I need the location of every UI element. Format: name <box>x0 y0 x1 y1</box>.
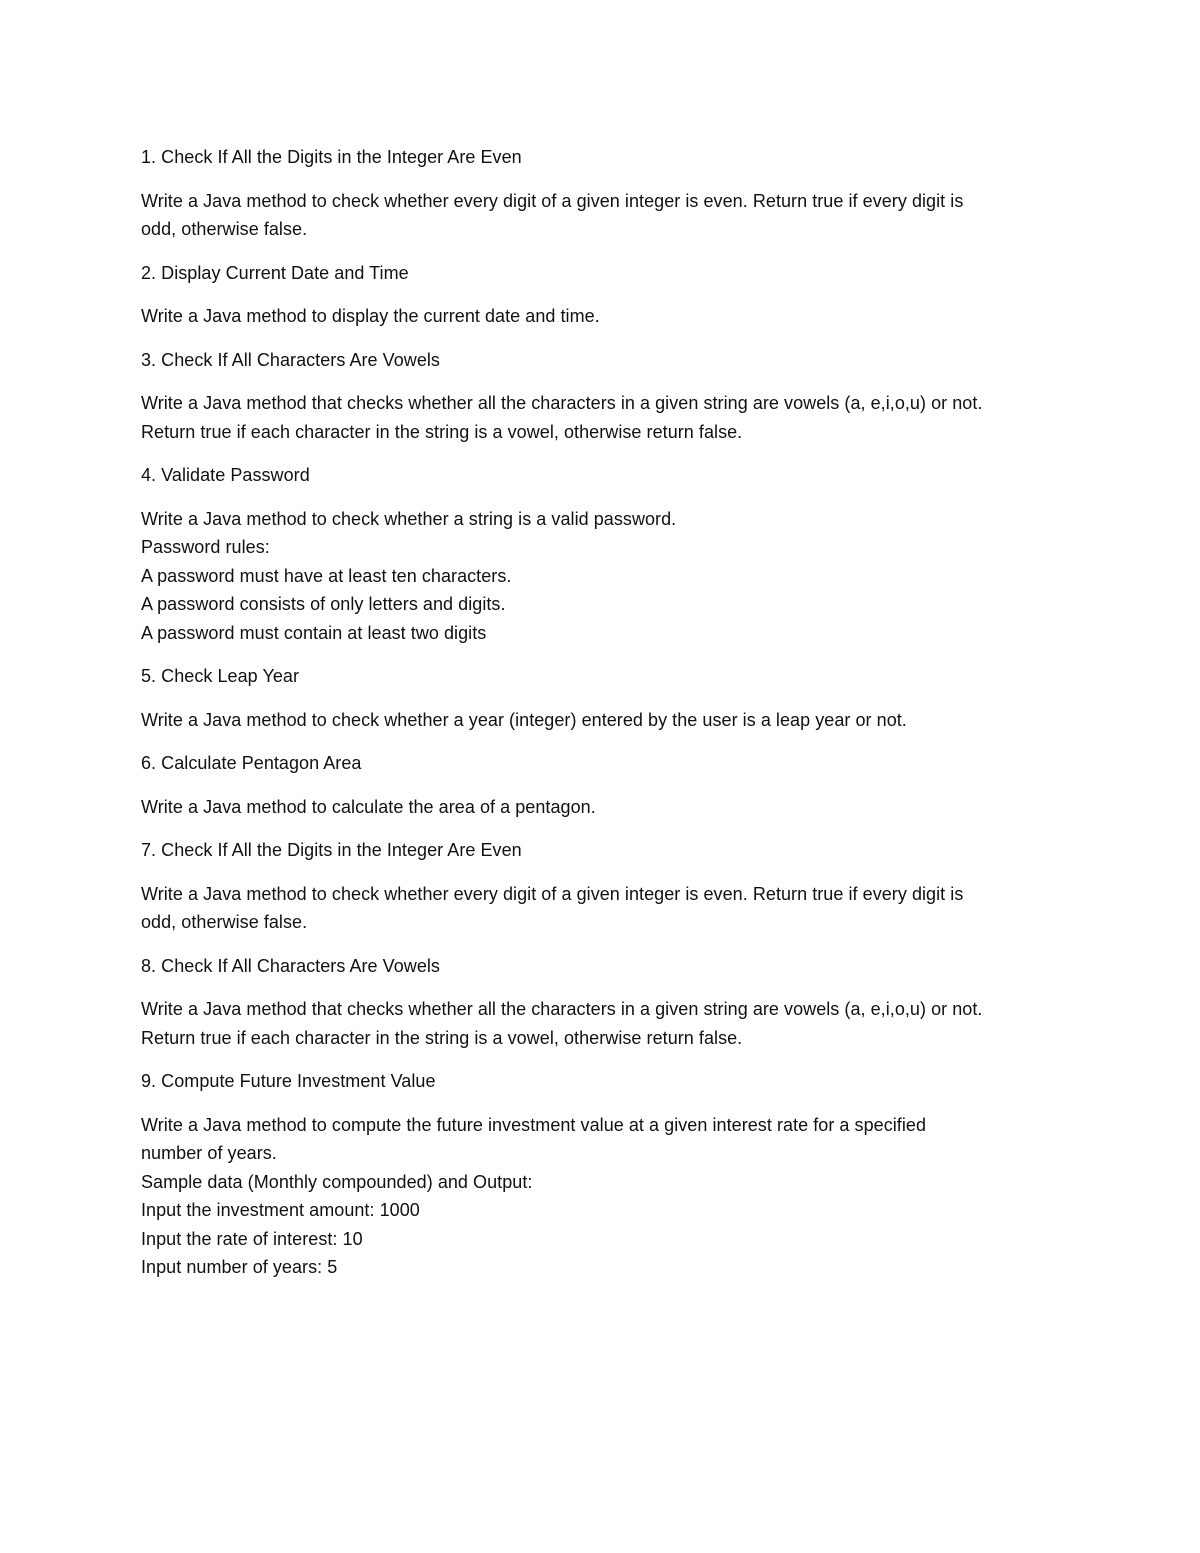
text-line: Write a Java method to check whether every digit of a given integer is even. Return true if every digit is <box>141 190 964 211</box>
password-rules-label: Password rules: <box>141 537 270 557</box>
text-line: Write a Java method that checks whether all the characters in a given string are vowels (a, e,i,o,u) or not. <box>141 999 983 1019</box>
exercise-description <box>141 995 1071 1052</box>
exercise-4 <box>141 461 1071 647</box>
text-line: Return true if each character in the string is a vowel, otherwise return false. <box>141 1027 743 1048</box>
text-line: Write a Java method to check whether every digit of a given integer is even. Return true if every digit is <box>141 883 964 904</box>
exercise-title: 5. Check Leap Year <box>141 666 300 686</box>
exercise-description <box>141 1111 1071 1282</box>
password-rule: A password consists of only letters and digits. <box>141 594 506 614</box>
exercise-description <box>141 880 1071 937</box>
exercise-description <box>141 505 1071 648</box>
exercise-title: 9. Compute Future Investment Value <box>141 1071 436 1091</box>
exercise-title: 3. Check If All Characters Are Vowels <box>141 349 440 370</box>
exercise-title: 4. Validate Password <box>141 465 310 485</box>
exercise-2 <box>141 259 1071 331</box>
text-line: Write a Java method to compute the future investment value at a given interest rate for a specified <box>141 1114 927 1135</box>
text-line: Write a Java method to check whether a year (integer) entered by the user is a leap year or not. <box>141 709 907 730</box>
password-rule: A password must have at least ten characters. <box>141 565 512 586</box>
exercise-title: 1. Check If All the Digits in the Integer Are Even <box>141 147 522 167</box>
document-content <box>141 143 1071 1297</box>
sample-input-line: Input number of years: 5 <box>141 1257 338 1277</box>
exercise-title: 6. Calculate Pentagon Area <box>141 753 362 773</box>
sample-data-label: Sample data (Monthly compounded) and Output: <box>141 1171 533 1192</box>
text-line: Return true if each character in the string is a vowel, otherwise return false. <box>141 421 743 442</box>
text-line: Write a Java method to calculate the area of a pentagon. <box>141 796 596 817</box>
sample-input-line: Input the investment amount: 1000 <box>141 1200 420 1220</box>
exercise-title: 8. Check If All Characters Are Vowels <box>141 955 440 976</box>
text-line: odd, otherwise false. <box>141 912 308 932</box>
exercise-3 <box>141 346 1071 447</box>
exercise-6 <box>141 749 1071 821</box>
exercise-8 <box>141 952 1071 1053</box>
exercise-9 <box>141 1067 1071 1282</box>
text-line: Write a Java method to display the current date and time. <box>141 306 600 326</box>
exercise-title: 2. Display Current Date and Time <box>141 262 409 283</box>
exercise-description <box>141 706 1071 735</box>
text-line: number of years. <box>141 1143 277 1163</box>
exercise-description <box>141 389 1071 446</box>
exercise-7 <box>141 836 1071 937</box>
text-line: Write a Java method that checks whether all the characters in a given string are vowels (a, e,i,o,u) or not. <box>141 393 983 413</box>
exercise-description <box>141 793 1071 822</box>
text-line: Write a Java method to check whether a string is a valid password. <box>141 508 677 529</box>
exercise-5 <box>141 662 1071 734</box>
exercise-1 <box>141 143 1071 244</box>
exercise-title: 7. Check If All the Digits in the Integer Are Even <box>141 840 522 860</box>
text-line: odd, otherwise false. <box>141 219 308 239</box>
exercise-description <box>141 302 1071 331</box>
exercise-description <box>141 187 1071 244</box>
password-rule: A password must contain at least two digits <box>141 622 487 643</box>
sample-input-line: Input the rate of interest: 10 <box>141 1228 363 1249</box>
